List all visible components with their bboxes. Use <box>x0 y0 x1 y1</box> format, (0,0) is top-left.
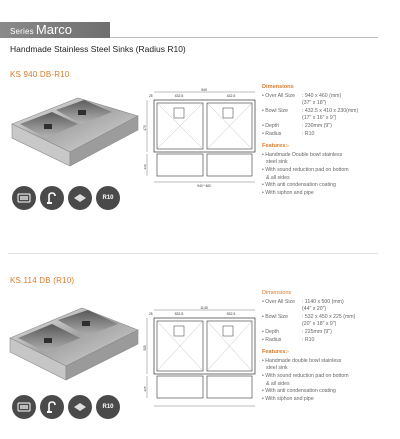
radius-r10-icon <box>96 395 120 419</box>
p2-spec-row: (44" x 20") <box>302 306 327 313</box>
p1-spec-row: (37" x 18") <box>302 100 327 107</box>
p1-dim-gap: 25 <box>149 94 153 98</box>
page-subtitle: Handmade Stainless Steel Sinks (Radius R10) <box>10 44 186 54</box>
p1-features-heading: Features:- <box>262 143 290 150</box>
p1-spec-row: • Radius : R10 <box>262 130 315 137</box>
p2-spec-row: • Depth : 225mm (9") <box>262 328 332 335</box>
p1-features <box>262 143 398 197</box>
p2-spec-row: • Bowl Size : 532 x 450 x 225 (mm) <box>262 313 356 320</box>
p2-dimensions-heading: Dimensions <box>262 290 292 296</box>
product-2-specs <box>262 290 398 403</box>
p1-feature-item: • With siphon and pipe <box>262 189 314 196</box>
p1-dim-bottom: 940 * 460 <box>197 184 211 188</box>
product-1-drawing <box>141 88 259 198</box>
radius-r10-icon <box>96 186 120 210</box>
p2-dim-height: 500 <box>143 345 147 351</box>
product-2-model: KS 114 DB (R10) <box>10 276 75 285</box>
series-name: Marco <box>35 22 73 37</box>
p1-dim-bowl-right: 432.5 <box>226 94 236 98</box>
p2-dim-bowl-right: 532.5 <box>226 312 236 316</box>
p2-features-heading: Features:- <box>262 349 290 356</box>
p2-dim-bowl-left: 532.5 <box>174 312 184 316</box>
p1-feature-item: steel sink <box>266 159 288 166</box>
radius-r10-label: R10 <box>102 195 114 201</box>
sound-pad-icon <box>68 395 92 419</box>
faucet-icon <box>40 395 64 419</box>
header-rule <box>110 37 378 38</box>
p1-feature-item: • Handmade Double bowl stainless <box>262 151 343 158</box>
steel-304-icon <box>12 395 36 419</box>
p2-spec-row: (20" x 18" x 9") <box>302 321 337 328</box>
p2-spec-row: • Radius : R10 <box>262 336 315 343</box>
p1-feature-item: • With anti condensation coating <box>262 182 336 189</box>
product-2-drawing <box>141 306 259 426</box>
p2-spec-row: • Over All Size : 1140 x 500 (mm) <box>262 298 344 305</box>
radius-r10-label: R10 <box>102 404 114 410</box>
p1-dim-bowl-left: 432.5 <box>174 94 184 98</box>
p1-spec-row: • Depth : 230mm (9") <box>262 122 332 129</box>
faucet-icon <box>40 186 64 210</box>
p1-spec-row: (17" x 16" x 9") <box>302 115 337 122</box>
p1-feature-item: • With sound reduction pad on bottom <box>262 166 349 173</box>
product-1-specs <box>262 84 398 197</box>
p1-spec-row: • Bowl Size : 432.5 x 410 x 230(mm) <box>262 107 359 114</box>
series-banner <box>0 22 110 38</box>
p2-feature-item: • With siphon and pipe <box>262 395 314 402</box>
p2-feature-item: • With anti condensation coating <box>262 388 336 395</box>
steel-304-icon <box>12 186 36 210</box>
p2-features <box>262 349 398 403</box>
p1-dimensions-heading: Dimensions <box>262 84 294 90</box>
p2-feature-item: • Handmade double bowl stainless <box>262 357 342 364</box>
p2-feature-item: & all sides <box>266 380 290 387</box>
product-1-model: KS 940 DB-R10 <box>10 70 70 79</box>
p2-dim-depth: 225 <box>143 386 147 392</box>
sound-pad-icon <box>68 186 92 210</box>
p2-dim-total: 1140 <box>200 306 208 310</box>
p2-feature-item: steel sink <box>266 365 288 372</box>
p1-feature-item: & all sides <box>266 174 290 181</box>
series-word: Series <box>10 27 34 36</box>
section-divider <box>8 253 378 254</box>
product-2-photo <box>8 306 140 382</box>
p1-dim-depth: 230 <box>143 164 147 170</box>
p1-dim-height: 470 <box>143 125 147 131</box>
p2-feature-item: • With sound reduction pad on bottom <box>262 372 349 379</box>
product-1-photo <box>8 94 140 170</box>
p1-dim-total: 940 <box>201 88 207 92</box>
p2-dim-gap: 25 <box>149 312 153 316</box>
product-1-icon-row <box>12 186 120 210</box>
p1-spec-row: • Over All Size : 940 x 460 (mm) <box>262 92 342 99</box>
product-2-icon-row <box>12 395 120 419</box>
